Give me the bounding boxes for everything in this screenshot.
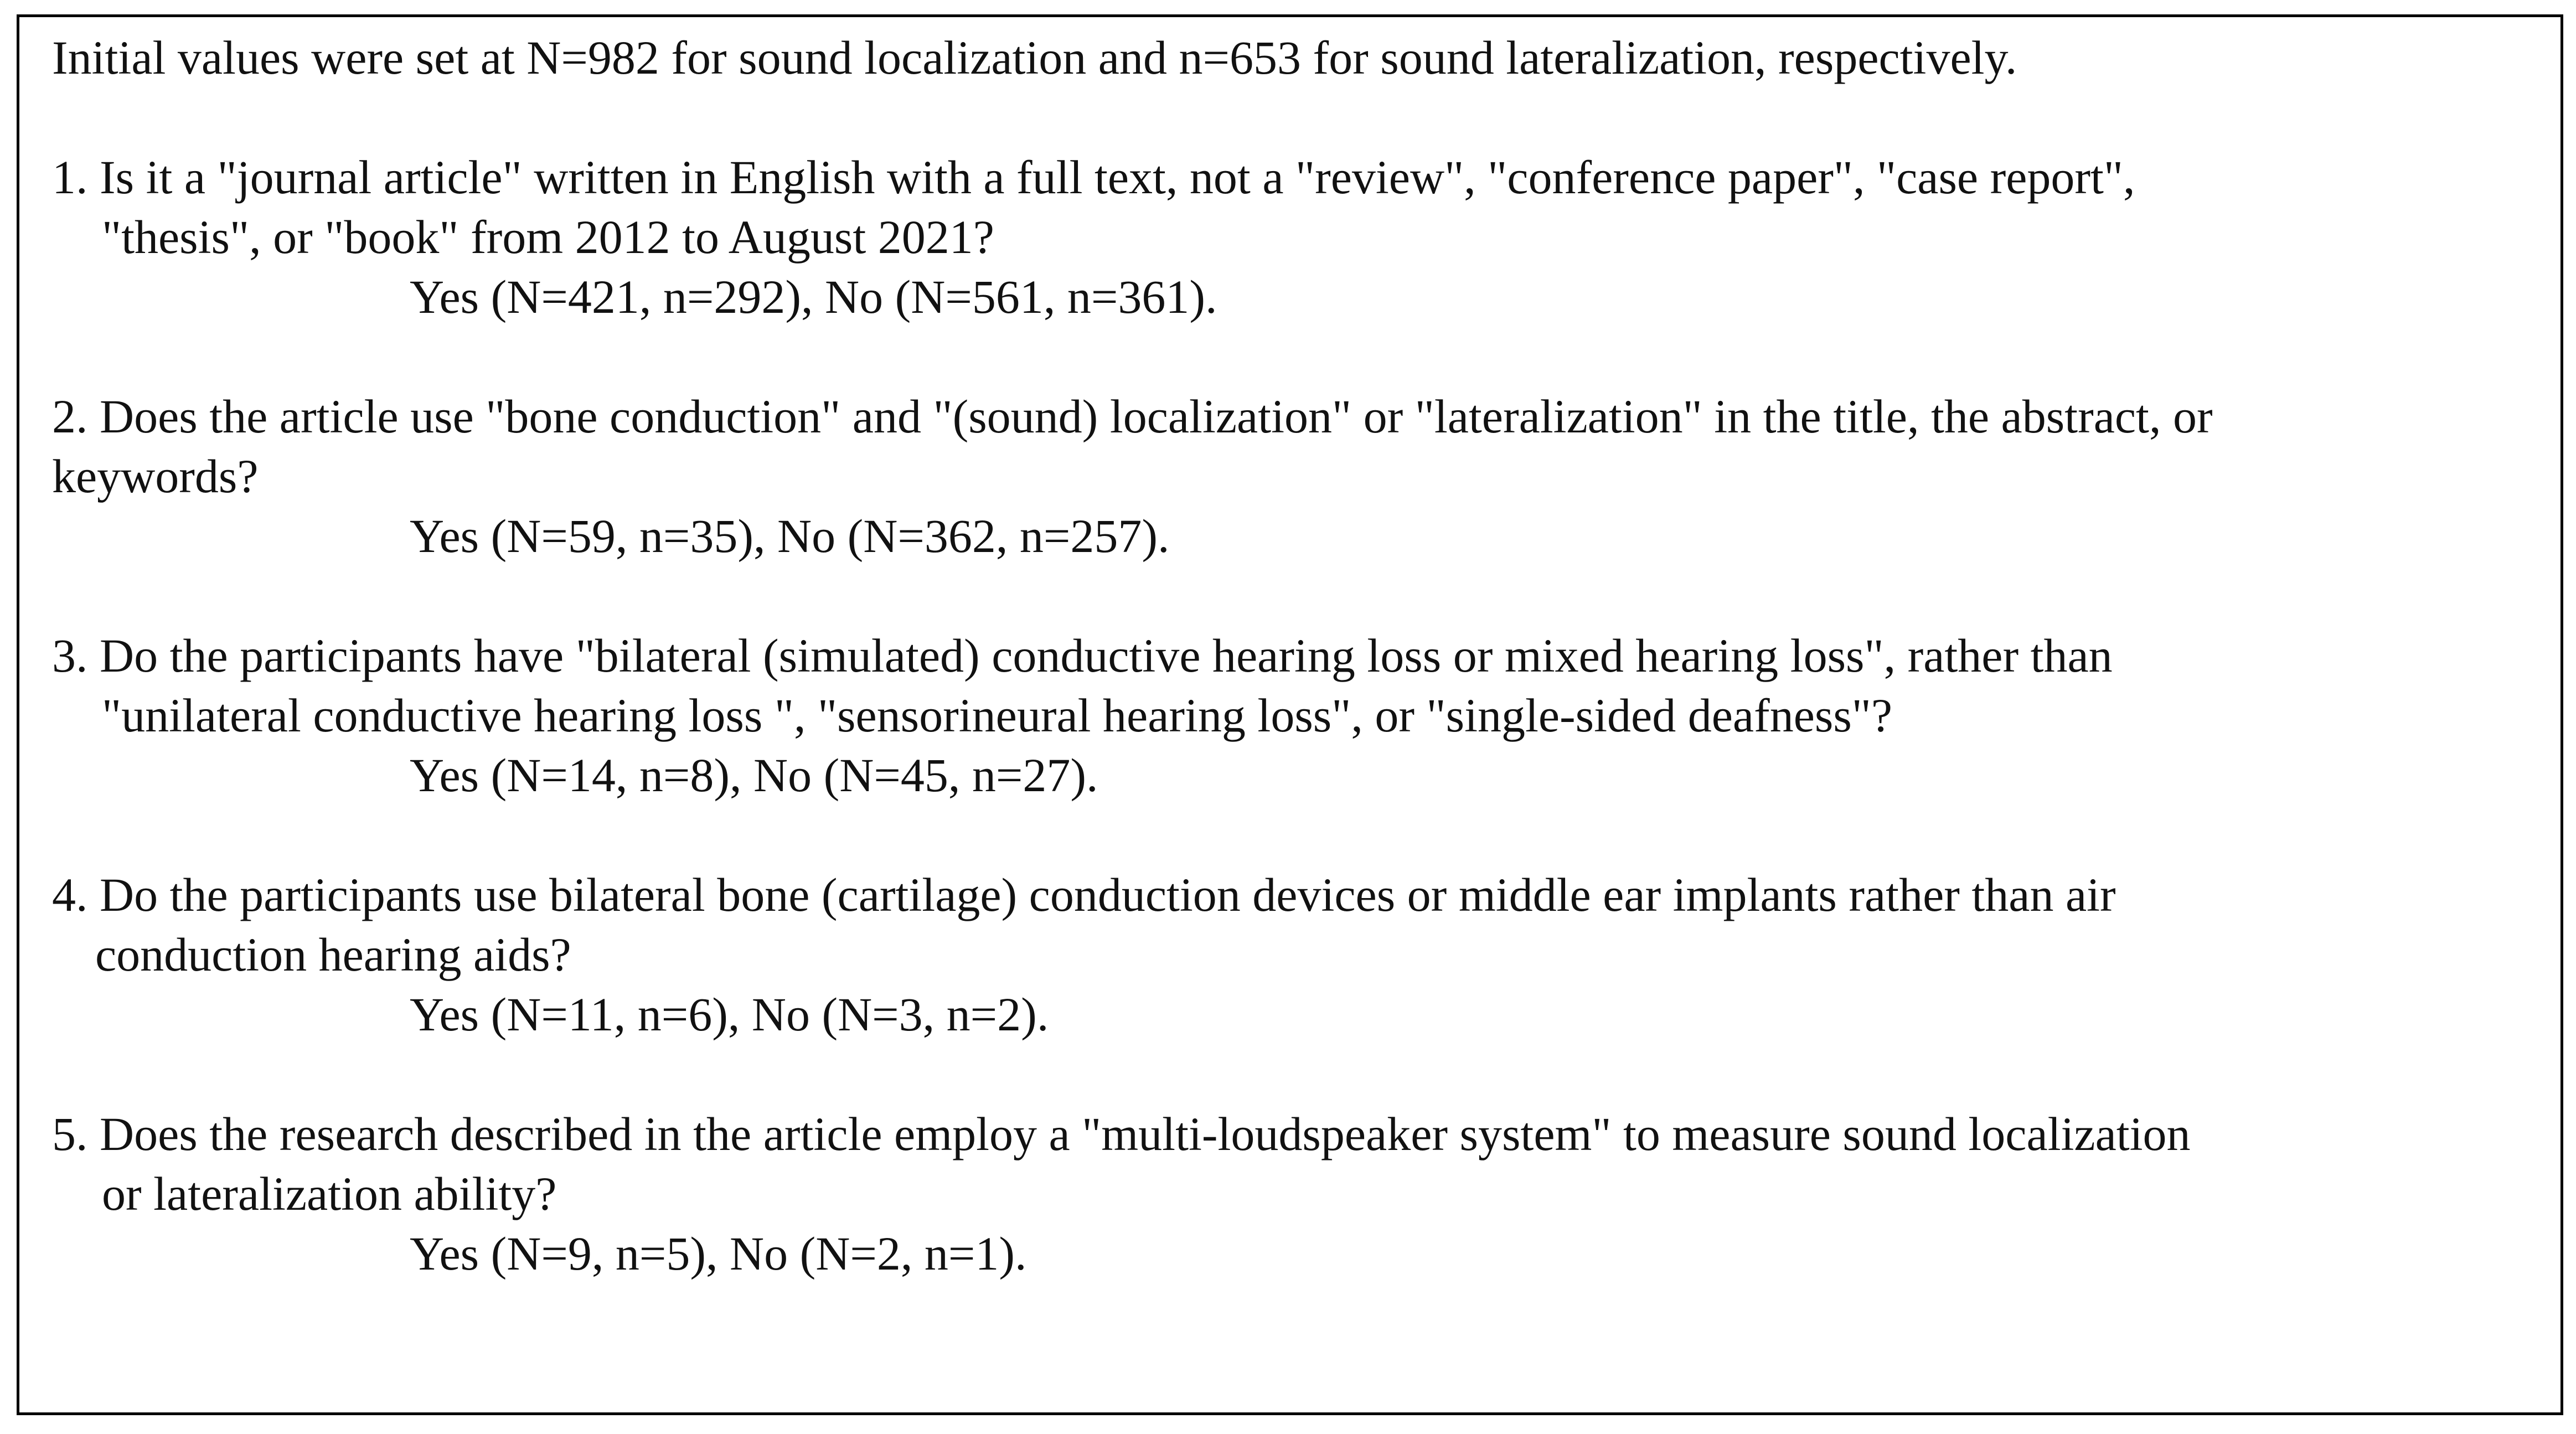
question-4-line-1: 4. Do the participants use bilateral bone (cartilage) conduction devices or middle ear implants rather than air <box>52 868 2116 921</box>
intro-text: Initial values were set at N=982 for sound localization and n=653 for sound lateralization, respectively. <box>52 31 2017 84</box>
question-1-answer: Yes (N=421, n=292), No (N=561, n=361). <box>410 270 1217 323</box>
question-3-answer: Yes (N=14, n=8), No (N=45, n=27). <box>410 749 1098 802</box>
question-1-line-2: "thesis", or "book" from 2012 to August 2021? <box>102 210 994 264</box>
question-3-line-2: "unilateral conductive hearing loss ", "sensorineural hearing loss", or "single-sided deafness"? <box>102 689 1893 742</box>
question-2-line-1: 2. Does the article use "bone conduction" and "(sound) localization" or "lateralization" in the title, the abstract, or <box>52 390 2213 443</box>
question-4-line-2: conduction hearing aids? <box>95 928 571 981</box>
question-5-line-2: or lateralization ability? <box>102 1167 557 1220</box>
question-1-line-1: 1. Is it a "journal article" written in English with a full text, not a "review", "conference paper", "case report", <box>52 151 2135 204</box>
question-5-answer: Yes (N=9, n=5), No (N=2, n=1). <box>410 1227 1027 1280</box>
question-3-line-1: 3. Do the participants have "bilateral (simulated) conductive hearing loss or mixed hearing loss", rather than <box>52 629 2113 682</box>
question-2-line-2: keywords? <box>52 450 259 503</box>
question-5-line-1: 5. Does the research described in the article employ a "multi-loudspeaker system" to measure sound localization <box>52 1107 2191 1160</box>
question-4-answer: Yes (N=11, n=6), No (N=3, n=2). <box>410 988 1049 1041</box>
question-2-answer: Yes (N=59, n=35), No (N=362, n=257). <box>410 509 1170 563</box>
